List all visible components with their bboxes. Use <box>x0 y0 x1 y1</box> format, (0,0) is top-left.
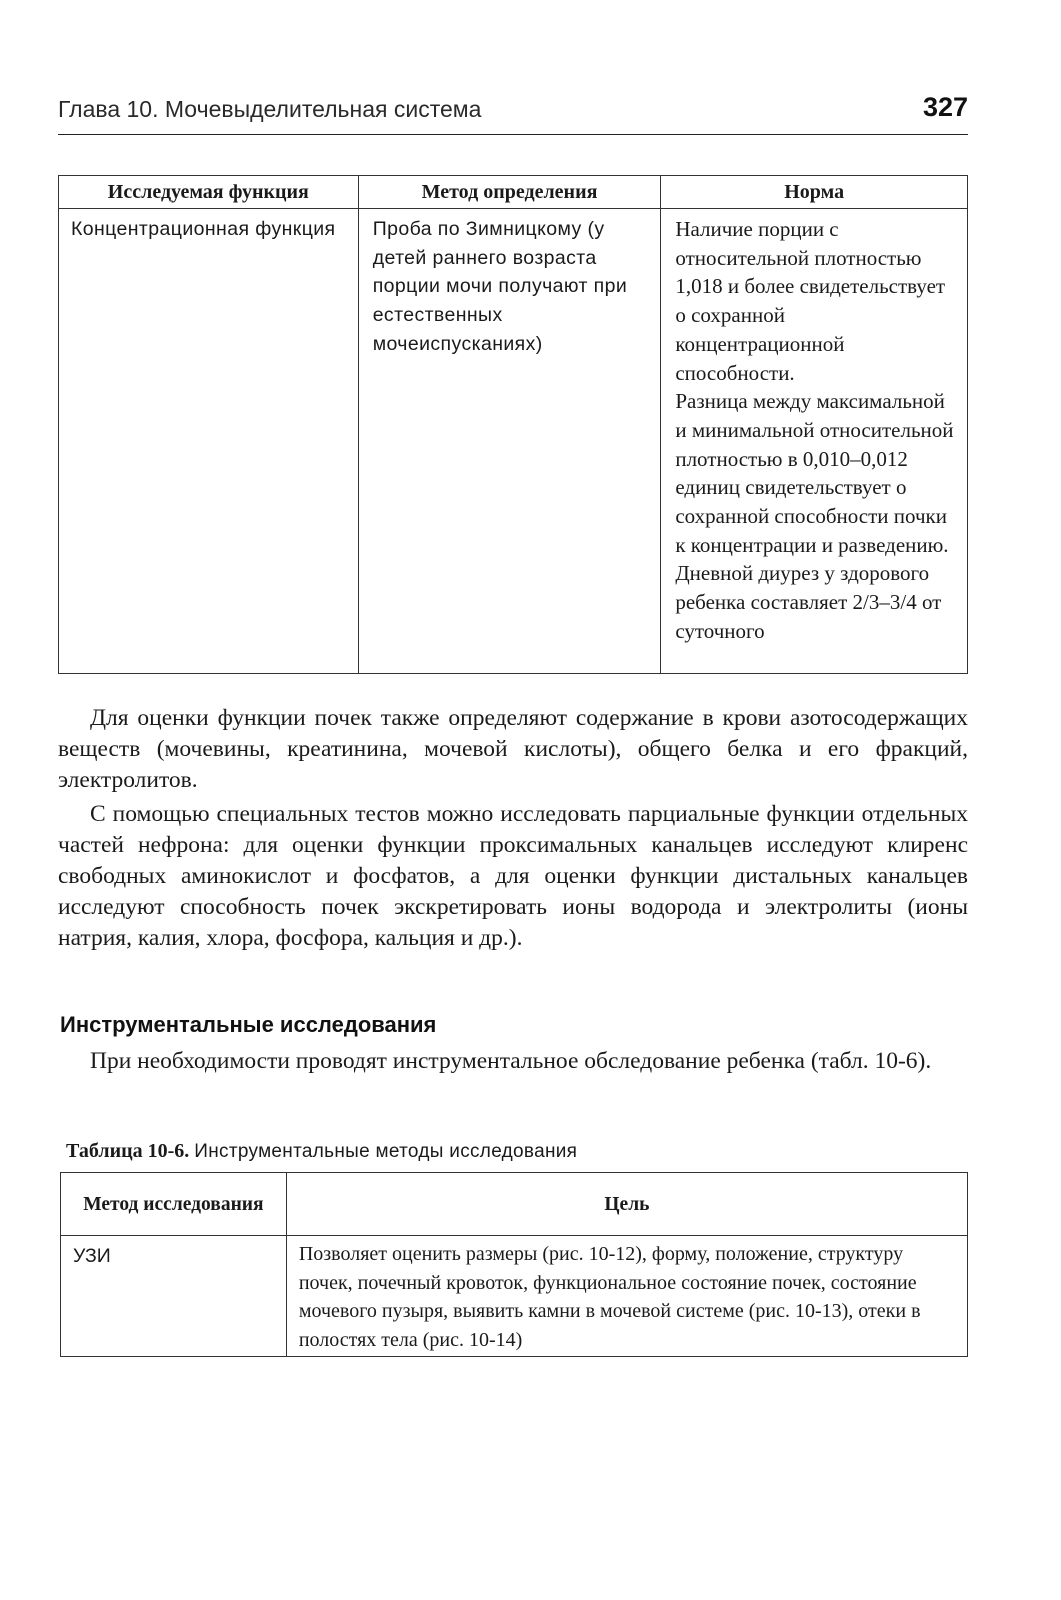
chapter-title: Глава 10. Мочевыделительная система <box>58 96 482 122</box>
table-caption <box>66 1140 577 1163</box>
column-header-method: Метод определения <box>358 176 661 209</box>
cell-norm <box>661 209 968 674</box>
table-caption-text: Инструментальные методы исследования <box>194 1141 578 1162</box>
page-number: 327 <box>922 92 968 122</box>
body-text <box>58 703 968 954</box>
column-header-norm: Норма <box>661 176 968 209</box>
table-row <box>61 1236 968 1357</box>
column-header-function: Исследуемая функция <box>59 176 359 209</box>
kidney-function-table <box>58 175 968 674</box>
cell-method: УЗИ <box>61 1236 287 1357</box>
column-header-method: Метод исследования <box>61 1173 287 1236</box>
section-intro <box>58 1046 968 1077</box>
paragraph: При необходимости проводят инструментальное обследование ребенка (табл. 10-6). <box>90 1048 932 1074</box>
norm-text: Наличие порции с относительной плотностью 1,018 и более свидетельствует о сохранной концентрационной способности. <box>675 217 946 385</box>
instrumental-methods-table <box>60 1172 968 1357</box>
cell-function: Концентрационная функция <box>59 209 359 674</box>
paragraph: С помощью специальных тестов можно исследовать парциальные функции отдельных частей нефрона: для оценки функции проксимальных канальцев исследуют клиренс свободных аминокислот и фосфатов, а для оценки функции дистальных канальцев исследуют способность почек экскретировать ионы водорода и электролиты (ионы натрия, калия, хлора, фосфора, кальция и др.). <box>58 801 968 951</box>
page-header <box>58 94 968 135</box>
table-header-row <box>59 176 968 209</box>
table-caption-label: Таблица 10-6. <box>66 1140 190 1162</box>
table-row <box>59 209 968 674</box>
cell-goal: Позволяет оценить размеры (рис. 10-12), форму, положение, структуру почек, почечный кровоток, функциональное состояние почек, состояние мочевого пузыря, выявить камни в мочевой системе (рис. 10-13), отеки в полостях тела (рис. 10-14) <box>286 1236 967 1357</box>
norm-text: Разница между максимальной и минимальной относительной плотностью в 0,010–0,012 единиц свидетельствует о сохранной способности почки к концентрации и разведению. <box>675 389 954 557</box>
table-header-row <box>61 1173 968 1236</box>
paragraph: Для оценки функции почек также определяют содержание в крови азотосодержащих веществ (мочевины, креатинина, мочевой кислоты), общего белка и его фракций, электролитов. <box>58 705 968 793</box>
column-header-goal: Цель <box>286 1173 967 1236</box>
cell-method: Проба по Зимницкому (у детей раннего возраста порции мочи получают при естественных мочеиспусканиях) <box>358 209 661 674</box>
section-heading: Инструментальные исследования <box>60 1012 437 1037</box>
norm-text: Дневной диурез у здорового ребенка составляет 2/3–3/4 от суточного <box>675 561 942 643</box>
